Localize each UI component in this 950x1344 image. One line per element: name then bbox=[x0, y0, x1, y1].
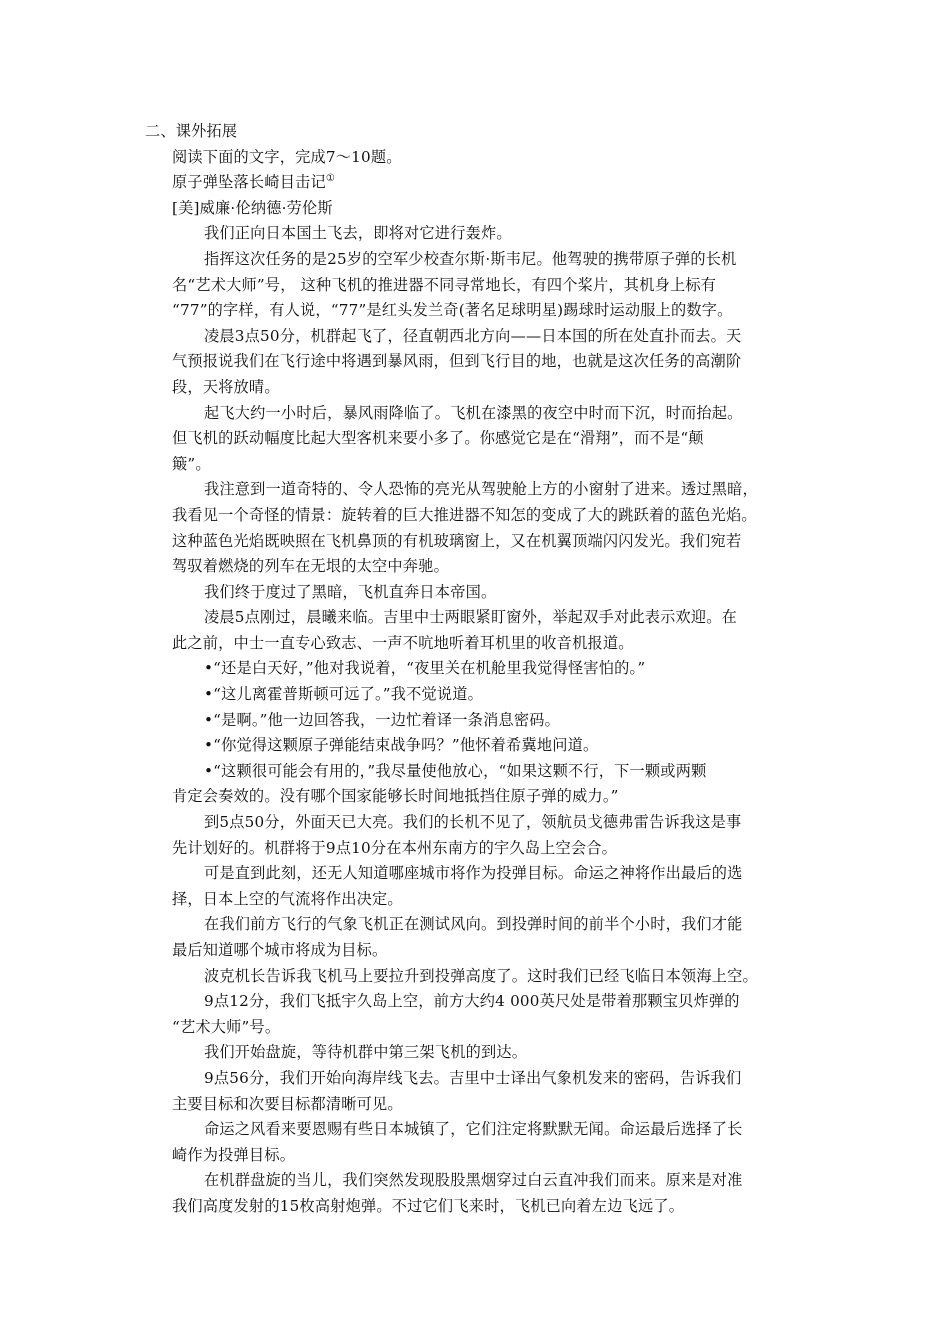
article-body bbox=[145, 119, 812, 1220]
paragraph bbox=[172, 1168, 812, 1219]
text-line: 段，天将放晴。 bbox=[172, 377, 280, 396]
paragraph bbox=[172, 401, 812, 478]
text-line: 择，日本上空的气流将作出决定。 bbox=[172, 889, 403, 908]
paragraph bbox=[172, 1117, 812, 1168]
text-line: 崎作为投弹目标。 bbox=[172, 1145, 296, 1164]
text-line: 名“艺术大师”号， 这种飞机的推进器不同寻常地长，有四个桨片，其机身上标有 bbox=[172, 275, 717, 294]
paragraph bbox=[172, 477, 812, 579]
paragraph bbox=[172, 912, 812, 963]
text-line: 命运之风看来要恩赐有些日本城镇了，它们注定将默默无闻。命运最后选择了长 bbox=[204, 1120, 743, 1139]
text-line: 肯定会奏效的。没有哪个国家能够长时间地抵挡住原子弹的威力。” bbox=[172, 787, 619, 806]
text-line: 起飞大约一小时后，暴风雨降临了。飞机在漆黑的夜空中时而下沉，时而抬起。 bbox=[204, 403, 743, 422]
paragraph bbox=[172, 247, 812, 324]
text-line: 指挥这次任务的是25岁的空军少校查尔斯·斯韦尼。他驾驶的携带原子弹的长机 bbox=[204, 249, 737, 268]
paragraph bbox=[172, 861, 812, 912]
text-line: 波克机长告诉我飞机马上要拉升到投弹高度了。这时我们已经飞临日本领海上空。 bbox=[204, 966, 758, 985]
text-line: 驾驭着燃烧的列车在无垠的太空中奔驰。 bbox=[172, 557, 449, 576]
dialogue-item bbox=[172, 733, 812, 759]
text-line: 这种蓝色光焰既映照在飞机鼻顶的有机玻璃窗上，又在机翼顶端闪闪发光。我们宛若 bbox=[172, 531, 742, 550]
paragraph bbox=[172, 580, 812, 606]
text-line: 可是直到此刻，还无人知道哪座城市将作为投弹目标。命运之神将作出最后的选 bbox=[204, 864, 743, 883]
paragraph bbox=[172, 989, 812, 1040]
text-line: “77”的字样，有人说，“77”是红头发兰奇(著名足球明星)踢球时运动服上的数字。 bbox=[172, 301, 733, 320]
dialogue-group bbox=[172, 656, 812, 810]
paragraph-group-1 bbox=[172, 221, 812, 656]
paragraph bbox=[172, 1066, 812, 1117]
paragraph bbox=[172, 221, 812, 247]
dialogue-item bbox=[172, 656, 812, 682]
text-line: 我们开始盘旋，等待机群中第三架飞机的到达。 bbox=[204, 1043, 528, 1062]
text-line: •“这儿离霍普斯顿可远了。”我不觉说道。 bbox=[204, 685, 484, 704]
article-author: [美]威廉·伦纳德·劳伦斯 bbox=[172, 198, 333, 217]
paragraph bbox=[172, 605, 812, 656]
section-heading: 二、课外拓展 bbox=[145, 122, 238, 140]
text-line: 主要目标和次要目标都清晰可见。 bbox=[172, 1094, 403, 1113]
text-line: 我们终于度过了黑暗，飞机直奔日本帝国。 bbox=[204, 582, 497, 601]
text-line: •“你觉得这颗原子弹能结束战争吗？”他怀着希冀地问道。 bbox=[204, 736, 599, 755]
text-line: 我们正向日本国土飞去，即将对它进行轰炸。 bbox=[204, 224, 512, 243]
paragraph bbox=[172, 1040, 812, 1066]
text-line: 在机群盘旋的当儿，我们突然发现股股黑烟穿过白云直冲我们而来。原来是对准 bbox=[204, 1171, 743, 1190]
text-line: “艺术大师”号。 bbox=[172, 1017, 281, 1036]
dialogue-item bbox=[172, 682, 812, 708]
dialogue-item bbox=[172, 708, 812, 734]
paragraph-group-2 bbox=[172, 810, 812, 1220]
instruction-line: 阅读下面的文字，完成7～10题。 bbox=[172, 147, 402, 166]
paragraph bbox=[172, 324, 812, 401]
dialogue-item bbox=[172, 759, 812, 810]
text-line: 凌晨3点50分，机群起飞了，径直朝西北方向——日本国的所在处直扑而去。天 bbox=[204, 326, 742, 345]
paragraph bbox=[172, 810, 812, 861]
text-line: 簸”。 bbox=[172, 454, 211, 473]
text-line: •“还是白天好，”他对我说着，“夜里关在机舱里我觉得怪害怕的。” bbox=[204, 659, 646, 678]
text-line: 9点12分，我们飞抵宇久岛上空，前方大约4 000英尺处是带着那颗宝贝炸弹的 bbox=[204, 992, 740, 1011]
text-line: 在我们前方飞行的气象飞机正在测试风向。到投弹时间的前半个小时，我们才能 bbox=[204, 915, 743, 934]
text-line: 我看见一个奇怪的情景：旋转着的巨大推进器不知怎的变成了大的跳跃着的蓝色光焰。 bbox=[172, 505, 757, 524]
text-line: 到5点50分，外面天已大亮。我们的长机不见了，领航员戈德弗雷告诉我这是事 bbox=[204, 813, 742, 832]
text-line: 最后知道哪个城市将成为目标。 bbox=[172, 941, 388, 959]
text-line: •“这颗很可能会有用的，”我尽量使他放心，“如果这颗不行，下一颗或两颗 bbox=[204, 761, 707, 780]
article-title bbox=[172, 170, 812, 196]
text-line: 我们高度发射的15枚高射炮弹。不过它们飞来时，飞机已向着左边飞远了。 bbox=[172, 1196, 685, 1215]
text-line: 先计划好的。机群将于9点10分在本州东南方的宇久岛上空会合。 bbox=[172, 838, 618, 857]
text-line: 此之前，中士一直专心致志、一声不吭地听着耳机里的收音机报道。 bbox=[172, 633, 634, 652]
text-line: 9点56分，我们开始向海岸线飞去。吉里中士译出气象机发来的密码，告诉我们 bbox=[204, 1068, 742, 1087]
footnote-mark: ① bbox=[325, 173, 336, 185]
paragraph bbox=[172, 964, 812, 990]
text-line: 气预报说我们在飞行途中将遇到暴风雨，但到飞行目的地，也就是这次任务的高潮阶 bbox=[172, 352, 742, 371]
text-line: 但飞机的跃动幅度比起大型客机来要小多了。你感觉它是在“滑翔”，而不是“颠 bbox=[172, 429, 704, 448]
article-title-text: 原子弹坠落长崎目击记 bbox=[172, 173, 326, 192]
text-line: •“是啊。”他一边回答我，一边忙着译一条消息密码。 bbox=[204, 710, 561, 729]
text-line: 凌晨5点刚过，晨曦来临。吉里中士两眼紧盯窗外，举起双手对此表示欢迎。在 bbox=[204, 608, 738, 627]
text-line: 我注意到一道奇特的、令人恐怖的亮光从驾驶舱上方的小窗射了进来。透过黑暗， bbox=[204, 480, 758, 499]
